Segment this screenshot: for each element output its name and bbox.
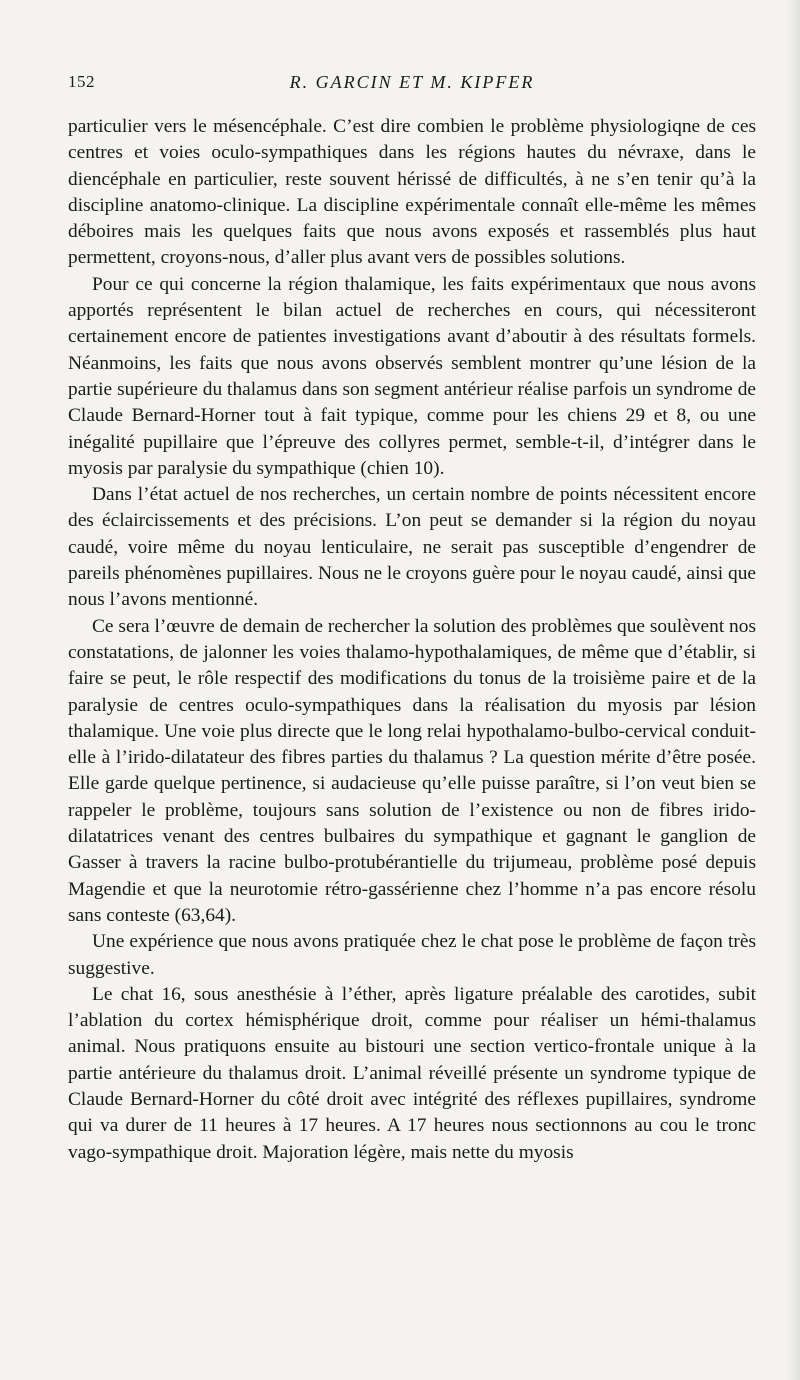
body-text xyxy=(68,114,756,1166)
paragraph-3: Dans l’état actuel de nos recherches, un certain nombre de points nécessitent encore des éclaircissements et des précisions. L’on peut se demander si la région du noyau caudé, voire même du noyau lenticulaire, ne serait pas susceptible d’engendrer de pareils phénomènes pupillaires. Nous ne le croyons guère pour le noyau caudé, ainsi que nous l’avons mentionné. xyxy=(68,484,756,611)
page-number: 152 xyxy=(68,72,95,91)
paragraph-4: Ce sera l’œuvre de demain de rechercher la solution des problèmes que soulèvent nos constatations, de jalonner les voies thalamo-hypothalamiques, de même que d’établir, si faire se peut, le rôle respectif des modifications du tonus de la troisième paire et de la paralysie de centres oculo-sympathiques dans la réalisation du myosis par lésion thalamique. Une voie plus directe que le long relai hypothalamo-bulbo-cervical conduit-elle à l’irido-dilatateur des fibres parties du thalamus ? La question mérite d’être posée. Elle garde quelque pertinence, si audacieuse qu’elle puisse paraître, si l’on veut bien se rappeler le problème, toujours sans solution de l’existence ou non de fibres irido-dilatatrices venant des centres bulbaires du sympathique et gagnant le ganglion de Gasser à travers la racine bulbo-protubérantielle du trijumeau, problème posé depuis Magendie et que la neurotomie rétro-gassérienne chez l’homme n’a pas encore résolu sans conteste (63,64). xyxy=(68,615,756,926)
page-header xyxy=(68,72,756,102)
paragraph-6: Le chat 16, sous anesthésie à l’éther, après ligature préalable des carotides, subit l’ablation du cortex hémisphérique droit, comme pour réaliser un hémi-thalamus animal. Nous pratiquons ensuite au bistouri une section vertico-frontale unique à la partie antérieure du thalamus droit. L’animal réveillé présente un syndrome typique de Claude Bernard-Horner du côté droit avec intégrité des réflexes pupillaires, syndrome qui va durer de 11 heures à 17 heures. A 17 heures nous sectionnons au cou le tronc vago-sympathique droit. Majoration légère, mais nette du myosis xyxy=(68,983,756,1163)
paragraph-2: Pour ce qui concerne la région thalamique, les faits expérimentaux que nous avons apportés représentent le bilan actuel de recherches en cours, qui nécessiteront certainement encore de patientes investigations avant d’aboutir à des résultats formels. Néanmoins, les faits que nous avons observés semblent montrer qu’une lésion de la partie supérieure du thalamus dans son segment antérieur réalise parfois un syndrome de Claude Bernard-Horner tout à fait typique, comme pour les chiens 29 et 8, ou une inégalité pupillaire que l’épreuve des collyres permet, semble-t-il, d’intégrer dans le myosis par paralysie du sympathique (chien 10). xyxy=(68,273,756,479)
page-edge-shadow xyxy=(786,0,800,1380)
running-head: R. GARCIN ET M. KIPFER xyxy=(289,72,535,92)
page xyxy=(68,72,756,1166)
paragraph-5: Une expérience que nous avons pratiquée chez le chat pose le problème de façon très suggestive. xyxy=(68,931,756,979)
paragraph-1: particulier vers le mésencéphale. C’est dire combien le problème physiologiqne de ces centres et voies oculo-sympathiques dans les régions hautes du névraxe, dans le diencéphale en particulier, reste souvent hérissé de difficultés, à ne s’en tenir qu’à la discipline anatomo-clinique. La discipline expérimentale connaît elle-même les mêmes déboires mais les quelques faits que nous avons exposés et rassemblés plus haut permettent, croyons-nous, d’aller plus avant vers de possibles solutions. xyxy=(68,116,756,269)
